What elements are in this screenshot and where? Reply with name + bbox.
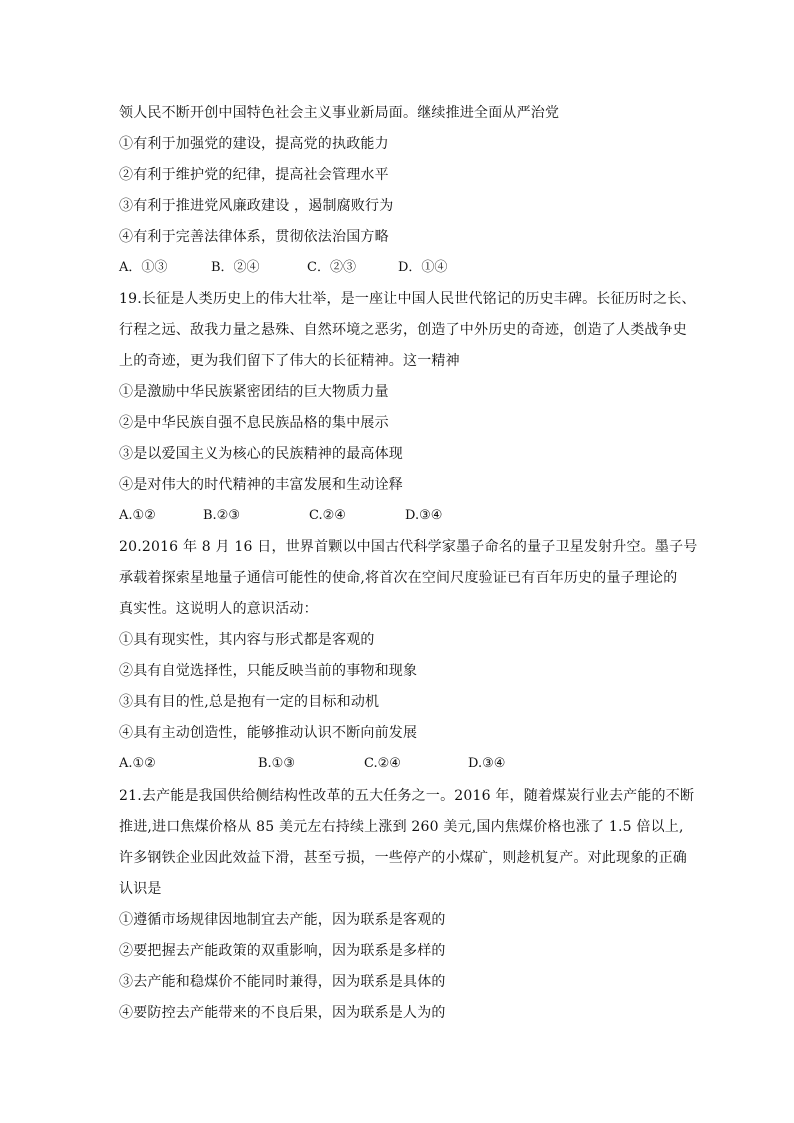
q20-item-1: ①具有现实性，其内容与形式都是客观的 [119, 632, 375, 648]
q19-stem-line-1: 19.长征是人类历史上的伟大壮举，是一座让中国人民世代铭记的历史丰碑。长征历时之长、 [119, 291, 696, 307]
q20-option-c: C.②④ [364, 756, 401, 771]
q18-option-b: B．②④ [211, 260, 260, 275]
q19-item-4: ④是对伟大的时代精神的丰富发展和生动诠释 [119, 477, 403, 493]
q21-item-3: ③去产能和稳煤价不能同时兼得，因为联系是具体的 [119, 974, 446, 990]
q20-options [119, 754, 679, 774]
q18-stem-line: 领人民不断开创中国特色社会主义事业新局面。继续推进全面从严治党 [119, 105, 560, 121]
q21-stem-line-1: 21.去产能是我国供给侧结构性改革的五大任务之一。2016 年，随着煤炭行业去产能的不断 [119, 788, 695, 804]
q19-item-2: ②是中华民族自强不息民族品格的集中展示 [119, 415, 389, 431]
q21-item-2: ②要把握去产能政策的双重影响，因为联系是多样的 [119, 943, 446, 959]
q19-item-3: ③是以爱国主义为核心的民族精神的最高体现 [119, 446, 403, 462]
q18-option-d: D．①④ [398, 260, 448, 275]
q21-stem-line-4: 认识是 [119, 881, 162, 897]
q19-option-a: A.①② [119, 508, 156, 523]
q21-stem-line-2: 推进,进口焦煤价格从 85 美元左右持续上涨到 260 美元,国内焦煤价格也涨了 1.5 倍以上, [119, 819, 684, 835]
q20-item-3: ③具有目的性,总是抱有一定的目标和动机 [119, 694, 380, 710]
q20-option-d: D.③④ [468, 756, 506, 771]
q18-item-2: ②有利于维护党的纪律，提高社会管理水平 [119, 167, 389, 183]
q20-option-b: B.①③ [258, 756, 295, 771]
q20-option-a: A.①② [119, 756, 156, 771]
q19-stem-line-3: 上的奇迹，更为我们留下了伟大的长征精神。这一精神 [119, 353, 460, 369]
q20-stem-line-2: 承载着探索星地量子通信可能性的使命,将首次在空间尺度验证已有百年历史的量子理论的 [119, 570, 678, 586]
q19-item-1: ①是激励中华民族紧密团结的巨大物质力量 [119, 384, 389, 400]
q19-option-d: D.③④ [405, 508, 443, 523]
q19-option-b: B.②③ [203, 508, 240, 523]
q18-item-1: ①有利于加强党的建设，提高党的执政能力 [119, 136, 389, 152]
q20-item-2: ②具有自觉选择性，只能反映当前的事物和现象 [119, 663, 418, 679]
q21-stem-line-3: 许多钢铁企业因此效益下滑，甚至亏损，一些停产的小煤矿，则趁机复产。对此现象的正确 [119, 850, 687, 866]
q18-item-3: ③有利于推进党风廉政建设 ，遏制腐败行为 [119, 198, 394, 214]
q18-option-c: C．②③ [307, 260, 356, 275]
q20-stem-line-3: 真实性。这说明人的意识活动： [119, 601, 318, 617]
q20-item-4: ④具有主动创造性，能够推动认识不断向前发展 [119, 725, 418, 741]
q19-options [119, 506, 679, 526]
q19-stem-line-2: 行程之远、敌我力量之悬殊、自然环境之恶劣，创造了中外历史的奇迹，创造了人类战争史 [119, 322, 687, 338]
q21-item-1: ①遵循市场规律因地制宜去产能，因为联系是客观的 [119, 912, 446, 928]
q21-item-4: ④要防控去产能带来的不良后果，因为联系是人为的 [119, 1005, 446, 1021]
q18-option-a: A．①③ [119, 260, 168, 275]
q20-stem-line-1: 20.2016 年 8 月 16 日，世界首颗以中国古代科学家墨子命名的量子卫星发射升空。墨子号 [119, 539, 698, 555]
q19-option-c: C.②④ [309, 508, 346, 523]
q18-options [119, 258, 679, 278]
q18-item-4: ④有利于完善法律体系，贯彻依法治国方略 [119, 229, 389, 245]
